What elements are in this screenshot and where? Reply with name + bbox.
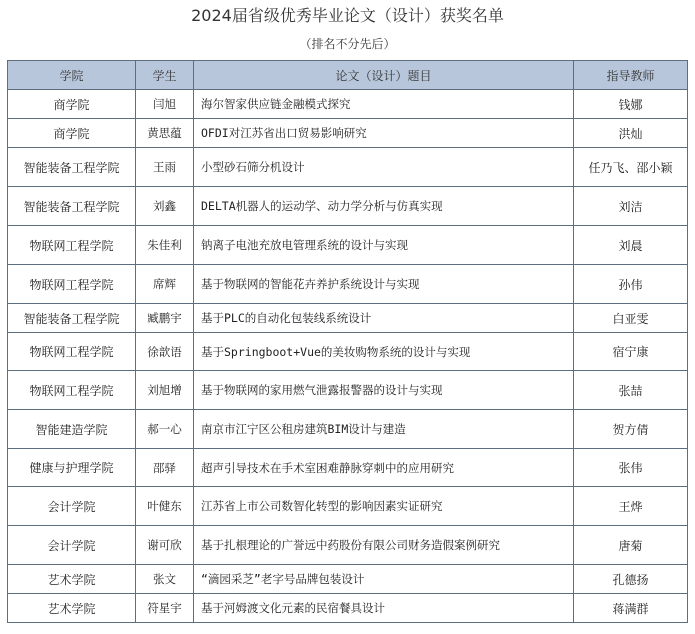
teacher-cell: 唐菊: [574, 526, 688, 565]
student-cell: 叶健东: [136, 487, 194, 526]
topic-cell: 海尔智家供应链金融模式探究: [194, 90, 574, 119]
table-row: [8, 226, 688, 265]
college-cell: 智能建造学院: [8, 410, 136, 449]
table-row: [8, 90, 688, 119]
student-cell: 闫旭: [136, 90, 194, 119]
table-row: [8, 187, 688, 226]
college-cell: 智能装备工程学院: [8, 148, 136, 187]
college-cell: 会计学院: [8, 487, 136, 526]
teacher-cell: 蒋满群: [574, 594, 688, 623]
student-cell: 谢可欣: [136, 526, 194, 565]
student-cell: 王雨: [136, 148, 194, 187]
college-cell: 健康与护理学院: [8, 449, 136, 487]
college-cell: 物联网工程学院: [8, 226, 136, 265]
teacher-cell: 刘晨: [574, 226, 688, 265]
topic-cell: 南京市江宁区公租房建筑BIM设计与建造: [194, 410, 574, 449]
table-row: [8, 410, 688, 449]
college-cell: 物联网工程学院: [8, 265, 136, 304]
college-cell: 商学院: [8, 90, 136, 119]
topic-cell: 基于扎根理论的广誉远中药股份有限公司财务造假案例研究: [194, 526, 574, 565]
teacher-cell: 任乃飞、邵小颖: [574, 148, 688, 187]
topic-cell: 基于河姆渡文化元素的民宿餐具设计: [194, 594, 574, 623]
table-row: [8, 449, 688, 487]
topic-cell: DELTA机器人的运动学、动力学分析与仿真实现: [194, 187, 574, 226]
student-cell: 郝一心: [136, 410, 194, 449]
topic-cell: “滴园采芝”老字号品牌包装设计: [194, 565, 574, 594]
table-row: [8, 565, 688, 594]
teacher-cell: 洪灿: [574, 119, 688, 148]
topic-cell: 基于物联网的家用燃气泄露报警器的设计与实现: [194, 371, 574, 410]
page-subtitle: （排名不分先后）: [299, 37, 396, 51]
student-cell: 朱佳利: [136, 226, 194, 265]
header-topic: 论文（设计）题目: [194, 61, 574, 90]
student-cell: 张文: [136, 565, 194, 594]
topic-cell: 基于Springboot+Vue的美妆购物系统的设计与实现: [194, 333, 574, 371]
college-cell: 艺术学院: [8, 594, 136, 623]
topic-cell: 基于物联网的智能花卉养护系统设计与实现: [194, 265, 574, 304]
teacher-cell: 王烨: [574, 487, 688, 526]
table-row: [8, 526, 688, 565]
page-title: 2024届省级优秀毕业论文（设计）获奖名单: [191, 6, 504, 25]
header-teacher: 指导教师: [574, 61, 688, 90]
table-row: [8, 148, 688, 187]
college-cell: 智能装备工程学院: [8, 304, 136, 333]
header-college: 学院: [8, 61, 136, 90]
student-cell: 席辉: [136, 265, 194, 304]
teacher-cell: 宿宁康: [574, 333, 688, 371]
student-cell: 邵驿: [136, 449, 194, 487]
table-header-row: [8, 61, 688, 90]
teacher-cell: 孙伟: [574, 265, 688, 304]
college-cell: 艺术学院: [8, 565, 136, 594]
table-row: [8, 265, 688, 304]
topic-cell: 超声引导技术在手术室困难静脉穿刺中的应用研究: [194, 449, 574, 487]
table-row: [8, 594, 688, 623]
college-cell: 物联网工程学院: [8, 333, 136, 371]
student-cell: 臧鹏宇: [136, 304, 194, 333]
student-cell: 刘旭增: [136, 371, 194, 410]
topic-cell: 基于PLC的自动化包装线系统设计: [194, 304, 574, 333]
college-cell: 物联网工程学院: [8, 371, 136, 410]
teacher-cell: 孔德扬: [574, 565, 688, 594]
table-row: [8, 119, 688, 148]
teacher-cell: 贺方倩: [574, 410, 688, 449]
college-cell: 商学院: [8, 119, 136, 148]
teacher-cell: 张喆: [574, 371, 688, 410]
teacher-cell: 张伟: [574, 449, 688, 487]
header-student: 学生: [136, 61, 194, 90]
student-cell: 刘鑫: [136, 187, 194, 226]
student-cell: 徐歆语: [136, 333, 194, 371]
college-cell: 智能装备工程学院: [8, 187, 136, 226]
student-cell: 黄思蕴: [136, 119, 194, 148]
topic-cell: 钠离子电池充放电管理系统的设计与实现: [194, 226, 574, 265]
student-cell: 符星宇: [136, 594, 194, 623]
topic-cell: 小型砂石筛分机设计: [194, 148, 574, 187]
table-row: [8, 371, 688, 410]
table-row: [8, 333, 688, 371]
college-cell: 会计学院: [8, 526, 136, 565]
teacher-cell: 刘洁: [574, 187, 688, 226]
topic-cell: 江苏省上市公司数智化转型的影响因素实证研究: [194, 487, 574, 526]
table-row: [8, 304, 688, 333]
table-row: [8, 487, 688, 526]
award-table: [7, 60, 688, 623]
teacher-cell: 白亚雯: [574, 304, 688, 333]
teacher-cell: 钱娜: [574, 90, 688, 119]
topic-cell: OFDI对江苏省出口贸易影响研究: [194, 119, 574, 148]
